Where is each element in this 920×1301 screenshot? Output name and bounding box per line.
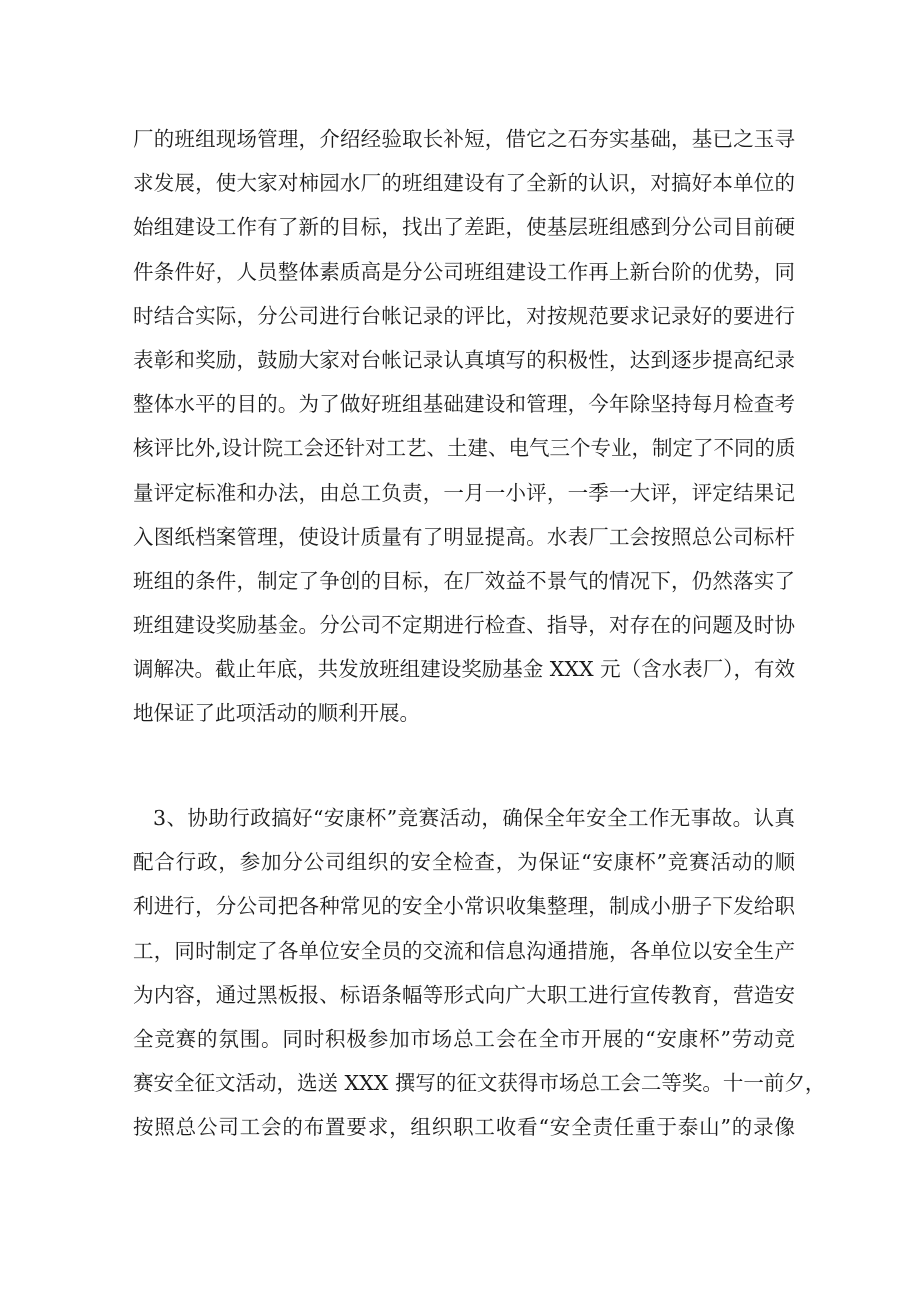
text-line: 调解决。截止年底，共发放班组建设奖励基金 XXX 元（含水表厂），有效	[133, 657, 795, 682]
text-line: 配合行政，参加分公司组织的安全检查，为保证“安康杯”竞赛活动的顺	[133, 850, 795, 875]
text-line: 赛安全征文活动，选送 XXX 撰写的征文获得市场总工会二等奖。十一前夕，	[133, 1071, 826, 1096]
text-line: 地保证了此项活动的顺利开展。	[133, 701, 420, 726]
text-line: 表彰和奖励，鼓励大家对台帐记录认真填写的积极性，达到逐步提高纪录	[133, 347, 795, 372]
text-line: 量评定标准和办法，由总工负责，一月一小评，一季一大评，评定结果记	[133, 480, 795, 505]
text-line: 班组的条件，制定了争创的目标，在厂效益不景气的情况下，仍然落实了	[133, 568, 795, 593]
text-line: 为内容，通过黑板报、标语条幅等形式向广大职工进行宣传教育，营造安	[133, 982, 795, 1007]
text-line: 时结合实际，分公司进行台帐记录的评比，对按规范要求记录好的要进行	[133, 303, 795, 328]
text-line: 件条件好，人员整体素质高是分公司班组建设工作再上新台阶的优势，同	[133, 259, 795, 284]
text-line: 厂的班组现场管理，介绍经验取长补短，借它之石夯实基础，基已之玉寻	[133, 127, 795, 151]
text-line: 整体水平的目的。为了做好班组基础建设和管理，今年除坚持每月检查考	[133, 392, 795, 417]
text-line: 3、协助行政搞好“安康杯”竞赛活动，确保全年安全工作无事故。认真	[153, 806, 795, 830]
paragraph-safety-competition	[133, 796, 826, 1150]
text-line: 按照总公司工会的布置要求，组织职工收看“安全责任重于泰山”的录像	[133, 1115, 795, 1140]
text-line: 始组建设工作有了新的目标，找出了差距，使基层班组感到分公司目前硬	[133, 215, 795, 240]
text-line: 利进行，分公司把各种常见的安全小常识收集整理，制成小册子下发给职	[133, 894, 795, 919]
text-line: 核评比外,设计院工会还针对工艺、土建、电气三个专业，制定了不同的质	[133, 436, 796, 461]
text-line: 入图纸档案管理，使设计质量有了明显提高。水表厂工会按照总公司标杆	[133, 524, 795, 549]
text-line: 全竞赛的氛围。同时积极参加市场总工会在全市开展的“安康杯”劳动竞	[133, 1026, 795, 1051]
text-line: 求发展，使大家对柿园水厂的班组建设有了全新的认识，对搞好本单位的	[133, 171, 795, 196]
paragraph-team-building	[133, 117, 795, 736]
text-line: 工，同时制定了各单位安全员的交流和信息沟通措施，各单位以安全生产	[133, 938, 795, 963]
text-line: 班组建设奖励基金。分公司不定期进行检查、指导，对存在的问题及时协	[133, 613, 795, 638]
